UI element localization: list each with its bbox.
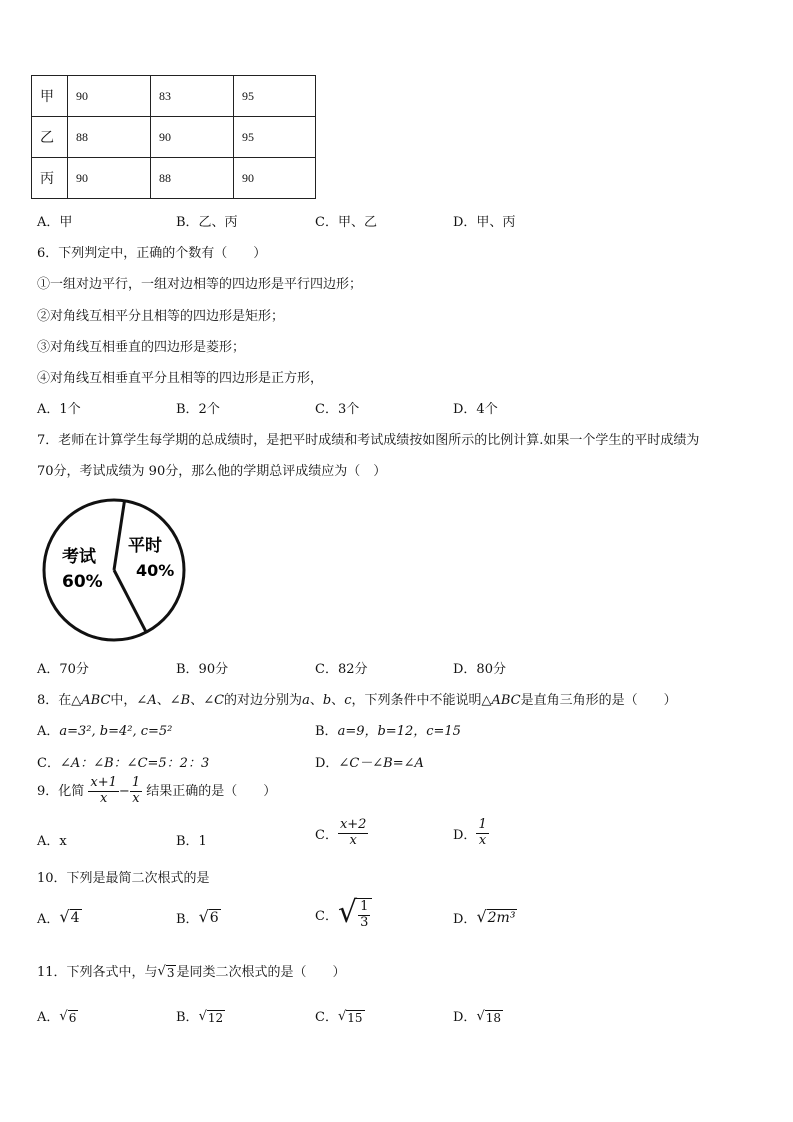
radicand: 6: [209, 909, 219, 926]
q11-text: 11．下列各式中，与: [37, 965, 158, 980]
fraction: [476, 818, 488, 849]
q8-angle-a: A: [147, 693, 157, 708]
q11-option-a[interactable]: [37, 1006, 78, 1025]
table-cell: 95: [234, 76, 316, 117]
q7-stem-line2: 70分，考试成绩为 90分，那么他的学期总评成绩应为（ ）: [37, 464, 387, 479]
q10-option-c[interactable]: [315, 895, 372, 931]
q11-text: 是同类二次根式的是（ ）: [176, 965, 346, 980]
q8-stem: [37, 689, 677, 708]
q9-stem: [37, 776, 276, 807]
denominator: 3: [360, 914, 369, 930]
q10-stem: 10．下列是最简二次根式的是: [37, 871, 210, 886]
numerator: 1: [478, 817, 487, 832]
table-cell: 88: [68, 117, 151, 158]
denominator: x: [349, 832, 357, 848]
option-label: D．: [315, 756, 339, 771]
radicand: 18: [485, 1010, 502, 1025]
sqrt-expression: [198, 906, 221, 926]
q9-option-c[interactable]: [315, 818, 368, 849]
option-label: C．: [315, 1010, 338, 1025]
q5-option-c[interactable]: C．甲、乙: [315, 215, 377, 230]
score-pie-chart: [38, 494, 190, 646]
q7-option-d[interactable]: D．80分: [453, 662, 506, 677]
q5-option-b[interactable]: B．乙、丙: [176, 215, 238, 230]
option-label: B．: [176, 1010, 199, 1025]
pie-label-exam: 考试: [62, 547, 96, 567]
q5-option-d[interactable]: D．甲、丙: [453, 215, 516, 230]
q8-text: ，下列条件中不能说明△: [351, 693, 492, 708]
q8-text: 是直角三角形的是（ ）: [520, 693, 677, 708]
sqrt-expression: [199, 1010, 226, 1025]
pie-value-exam: 60%: [62, 572, 103, 592]
radicand: 6: [68, 1010, 77, 1025]
sqrt-expression: [59, 1010, 78, 1025]
sqrt-expression: [338, 1010, 365, 1025]
table-cell: 90: [234, 158, 316, 199]
option-text: ∠C－∠B=∠A: [338, 756, 424, 771]
q7-option-a[interactable]: A．70分: [37, 662, 89, 677]
radical-sign: √: [157, 963, 166, 979]
radical-sign: √: [59, 1008, 68, 1024]
q8-text: 、∠: [156, 693, 181, 708]
table-cell: 甲: [32, 76, 68, 117]
radicand: 3: [166, 965, 175, 980]
q7-option-c[interactable]: C．82分: [315, 662, 368, 677]
option-label: B．: [176, 912, 199, 927]
fraction: [358, 900, 370, 931]
numerator: x+2: [339, 817, 367, 832]
table-cell: 90: [68, 158, 151, 199]
sqrt-expression: [158, 965, 177, 980]
q8-option-b[interactable]: [315, 720, 461, 739]
table-row: [32, 158, 316, 199]
radicand: 15: [347, 1010, 363, 1025]
q8-text: 、: [309, 693, 323, 708]
sqrt-expression: [337, 895, 372, 931]
radical-sign: √: [198, 906, 209, 926]
radical-sign: √: [337, 1008, 347, 1024]
q10-option-b[interactable]: [176, 908, 221, 927]
q6-option-d[interactable]: D．4个: [453, 402, 498, 417]
numerator: 1: [360, 899, 369, 914]
option-label: B．: [315, 724, 338, 739]
numerator: 1: [131, 775, 141, 790]
denominator: x: [478, 832, 487, 848]
denominator: x: [100, 790, 108, 806]
q6-option-c[interactable]: C．3个: [315, 402, 360, 417]
q6-stem: 6．下列判定中，正确的个数有（ ）: [37, 246, 267, 261]
option-label: A．: [37, 1010, 60, 1025]
option-label: C．: [315, 827, 338, 843]
q8-side-a: a: [302, 693, 310, 708]
option-text: a=9，b=12，c=15: [337, 724, 461, 739]
option-label: C．: [315, 908, 338, 924]
q10-option-d[interactable]: [453, 908, 517, 927]
q8-text: 、: [331, 693, 345, 708]
q8-angle-b: B: [180, 693, 191, 708]
q8-text: 、∠: [190, 693, 215, 708]
q8-option-a[interactable]: [37, 720, 172, 739]
fraction: [88, 776, 119, 807]
numerator: x+1: [90, 775, 117, 790]
q8-text: 中，∠: [110, 693, 148, 708]
option-label: C．: [37, 756, 60, 771]
option-label: A．: [37, 724, 60, 739]
q8-triangle-name: ABC: [491, 693, 521, 708]
q8-text: 8．在△: [37, 693, 82, 708]
q7-stem-line1: 7．老师在计算学生每学期的总成绩时，是把平时成绩和考试成绩按如图所示的比例计算.如果一个学生的平时成绩为: [37, 433, 700, 448]
q8-triangle-name: ABC: [81, 693, 111, 708]
option-label: D．: [453, 827, 477, 843]
fraction: [130, 776, 142, 807]
radical-sign: √: [198, 1008, 207, 1024]
fraction: [338, 818, 369, 849]
q7-option-b[interactable]: B．90分: [176, 662, 229, 677]
q10-option-a[interactable]: [37, 908, 82, 927]
radicand: 4: [70, 909, 80, 926]
table-cell: 乙: [32, 117, 68, 158]
sqrt-expression: [59, 906, 81, 926]
q6-item-3: ③对角线互相垂直的四边形是菱形；: [37, 340, 246, 355]
q11-option-d[interactable]: [453, 1006, 503, 1025]
radicand: [357, 898, 372, 931]
q11-stem: [37, 961, 346, 980]
q8-text: 的对边分别为: [224, 693, 303, 708]
q8-side-c: c: [344, 693, 352, 708]
table-cell: 丙: [32, 158, 68, 199]
pie-label-daily: 平时: [128, 536, 162, 556]
q8-angle-c: C: [214, 693, 225, 708]
radical-sign: √: [59, 906, 70, 926]
q8-option-d[interactable]: [315, 752, 424, 771]
q6-item-4: ④对角线互相垂直平分且相等的四边形是正方形，: [37, 371, 324, 386]
option-text: a=3², b=4², c=5²: [59, 724, 173, 739]
option-text: ∠A：∠B：∠C=5：2：3: [59, 756, 210, 771]
table-cell: 88: [151, 158, 234, 199]
q11-option-c[interactable]: [315, 1006, 365, 1025]
table-cell: 83: [151, 76, 234, 117]
option-label: D．: [453, 912, 477, 927]
table-cell: 95: [234, 117, 316, 158]
q6-item-2: ②对角线互相平分且相等的四边形是矩形；: [37, 309, 285, 324]
radical-sign: √: [337, 895, 358, 930]
score-table: [31, 75, 316, 199]
radicand: 2m³: [487, 909, 516, 926]
pie-value-daily: 40%: [136, 561, 175, 580]
q6-item-1: ①一组对边平行，一组对边相等的四边形是平行四边形；: [37, 277, 363, 292]
q8-side-b: b: [322, 693, 332, 708]
option-label: A．: [37, 912, 60, 927]
q9-option-b[interactable]: B．1: [176, 834, 207, 849]
table-cell: 90: [151, 117, 234, 158]
q6-option-b[interactable]: B．2个: [176, 402, 220, 417]
sqrt-expression: [476, 1010, 503, 1025]
q6-option-a[interactable]: A．1个: [37, 402, 81, 417]
q9-option-d[interactable]: [453, 818, 489, 849]
table-row: [32, 76, 316, 117]
q5-option-a[interactable]: A．甲: [37, 215, 73, 230]
radicand: 12: [207, 1010, 224, 1025]
q8-option-c[interactable]: [37, 752, 209, 771]
q11-option-b[interactable]: [176, 1006, 225, 1025]
pie-boundary-exam-start: [114, 501, 125, 570]
option-label: D．: [453, 1010, 477, 1025]
minus-sign: −: [118, 783, 130, 799]
denominator: x: [132, 790, 140, 806]
radical-sign: √: [476, 906, 487, 926]
sqrt-expression: [476, 906, 517, 926]
q9-text: 结果正确的是（ ）: [146, 783, 277, 799]
q9-option-a[interactable]: A．x: [37, 834, 67, 849]
table-cell: 90: [68, 76, 151, 117]
radical-sign: √: [476, 1008, 485, 1024]
q9-text: 9．化简: [37, 783, 85, 799]
table-row: [32, 117, 316, 158]
